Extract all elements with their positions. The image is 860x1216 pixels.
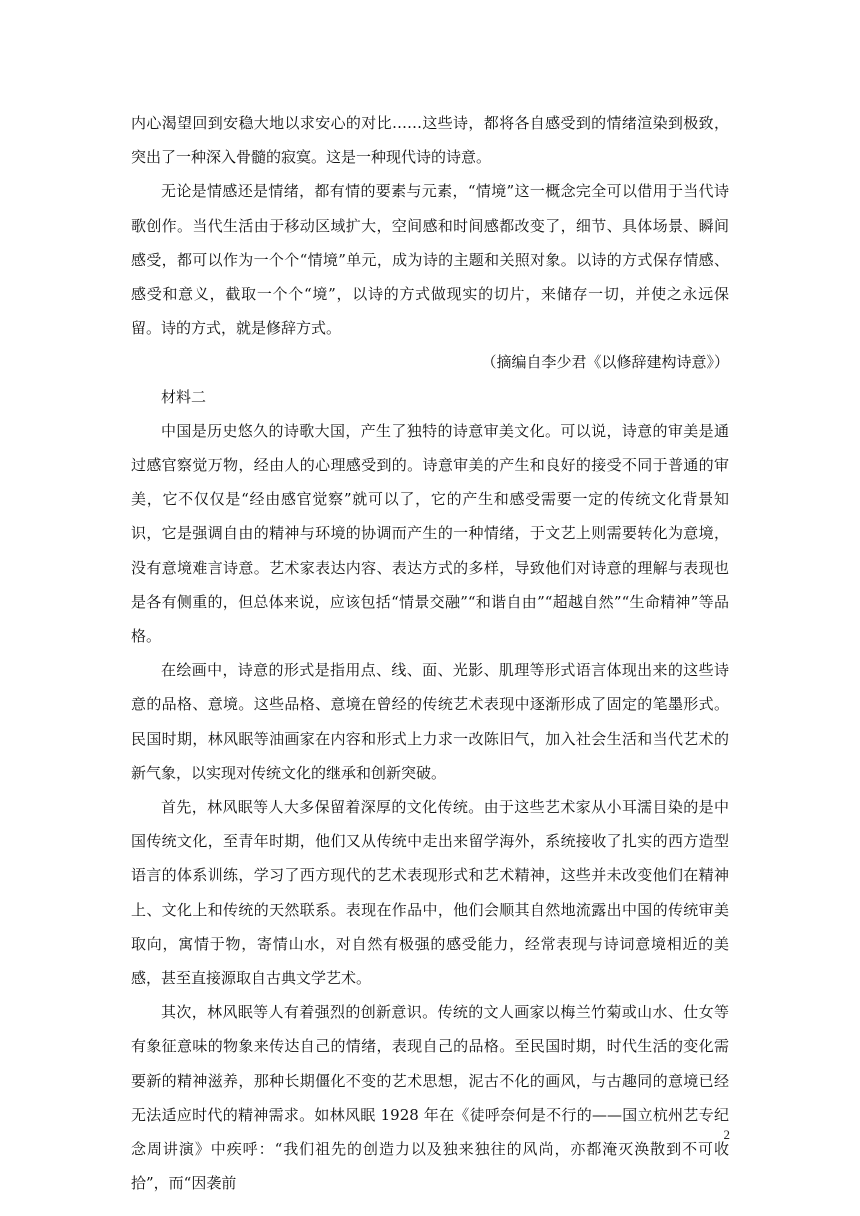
document-body bbox=[131, 106, 729, 1201]
paragraph-painting-form: 在绘画中，诗意的形式是指用点、线、面、光影、肌理等形式语言体现出来的这些诗意的品格、意境。这些品格、意境在曾经的传统艺术表现中逐渐形成了固定的笔墨形式。民国时期，林风眠等油画家在内容和形式上力求一改陈旧气，加入社会生活和当代艺术的新气象，以实现对传统文化的继承和创新突破。 bbox=[131, 661, 729, 782]
paragraph-cultural-tradition: 首先，林风眠等人大多保留着深厚的文化传统。由于这些艺术家从小耳濡目染的是中国传统文化，至青年时期，他们又从传统中走出来留学海外，系统接收了扎实的西方造型语言的体系训练，学习了西方现代的艺术表现形式和艺术精神，这些并未改变他们在精神上、文化上和传统的天然联系。表现在作品中，他们会顺其自然地流露出中国的传统审美取向，寓情于物，寄情山水，对自然有极强的感受能力，经常表现与诗词意境相近的美感，甚至直接源取自古典文学艺术。 bbox=[131, 798, 729, 988]
paragraph-continuation: 内心渴望回到安稳大地以求安心的对比……这些诗，都将各自感受到的情绪渲染到极致，突出了一种深入骨髓的寂寞。这是一种现代诗的诗意。 bbox=[131, 114, 729, 167]
paragraph-emotion-situation: 无论是情感还是情绪，都有情的要素与元素，“情境”这一概念完全可以借用于当代诗歌创作。当代生活由于移动区域扩大，空间感和时间感都改变了，细节、具体场景、瞬间感受，都可以作为一个个“情境”单元，成为诗的主题和关照对象。以诗的方式保存情感、感受和意义，截取一个个“境”，以诗的方式做现实的切片，来储存一切，并使之永远保留。诗的方式，就是修辞方式。 bbox=[131, 182, 729, 338]
paragraph-innovation: 其次，林风眠等人有着强烈的创新意识。传统的文人画家以梅兰竹菊或山水、仕女等有象征意味的物象来传达自己的情绪，表现自己的品格。至民国时期，时代生活的变化需要新的精神滋养，那种长期僵化不变的艺术思想，泥古不化的画风，与古趣同的意境已经无法适应时代的精神需求。如林风眠 1928 年在《徒呼奈何是不行的——国立杭州艺专纪念周讲演》中疾呼：“我们祖先的创造力以及独来独往的风尚，亦都淹灭涣散到不可收拾”，而“因袭前 bbox=[131, 1003, 729, 1193]
section-heading-material-two: 材料二 bbox=[161, 387, 207, 406]
source-attribution: （摘编自李少君《以修辞建构诗意》） bbox=[481, 353, 729, 372]
paragraph-poetic-aesthetics: 中国是历史悠久的诗歌大国，产生了独特的诗意审美文化。可以说，诗意的审美是通过感官察觉万物，经由人的心理感受到的。诗意审美的产生和良好的接受不同于普通的审美，它不仅仅是“经由感官觉察”就可以了，它的产生和感受需要一定的传统文化背景知识，它是强调自由的精神与环境的协调而产生的一种情绪，于文艺上则需要转化为意境，没有意境难言诗意。艺术家表达内容、表达方式的多样，导致他们对诗意的理解与表现也是各有侧重的，但总体来说，应该包括“情景交融”“和谐自由”“超越自然”“生命精神”等品格。 bbox=[131, 421, 729, 646]
page-number: 2 bbox=[723, 1127, 730, 1142]
